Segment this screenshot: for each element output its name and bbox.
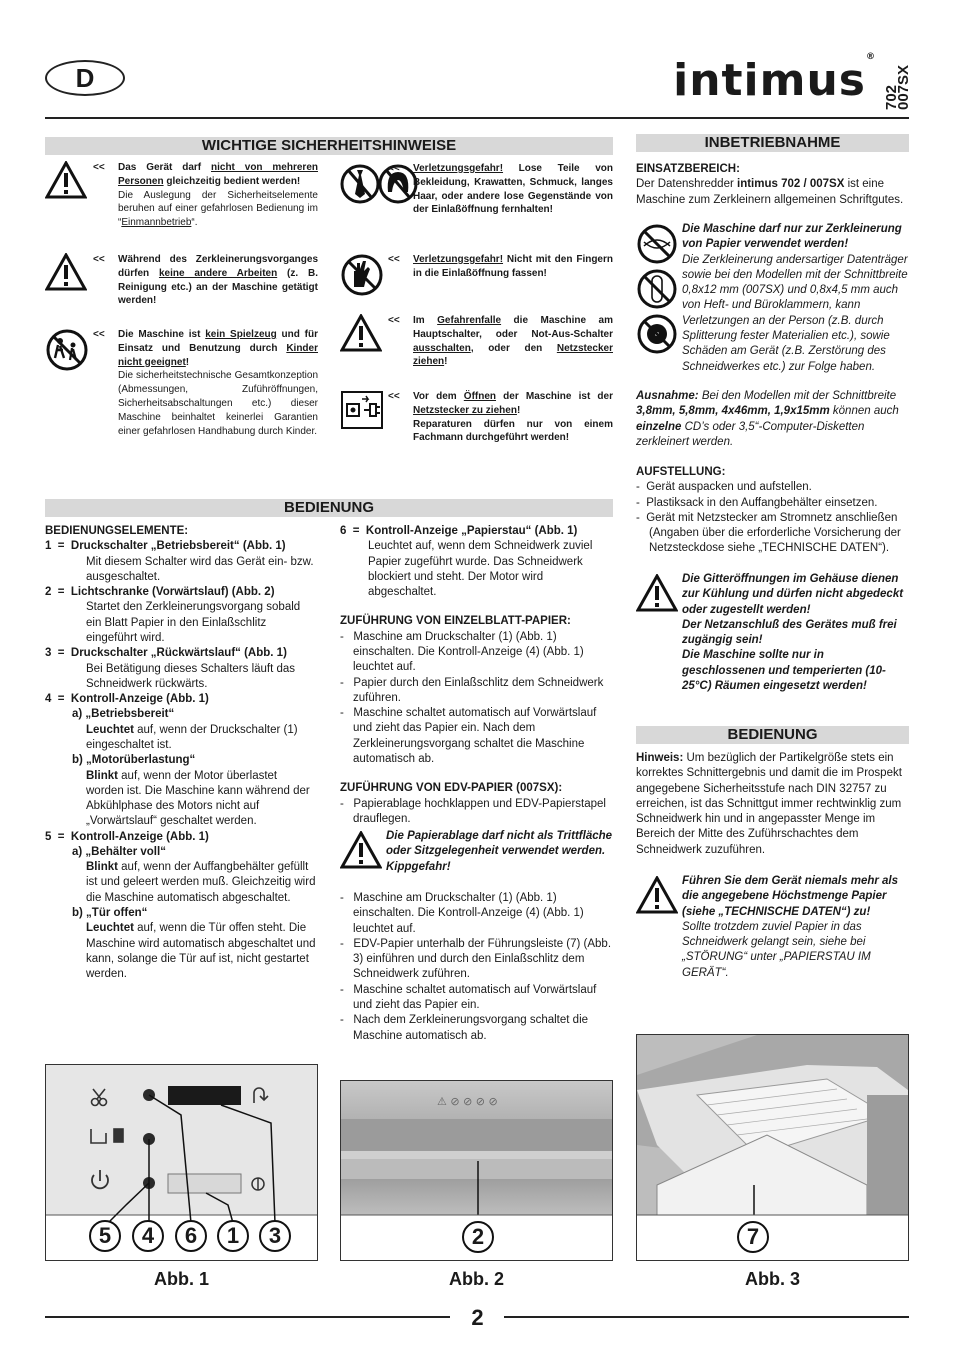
- footer-rule-left: [45, 1316, 450, 1318]
- reverse-button: [168, 1086, 241, 1105]
- warning-triangle-icon: [45, 253, 87, 296]
- inbetrieb-ausnahme: Ausnahme: Bei den Modellen mit der Schnittbreite 3,8mm, 5,8mm, 4x46mm, 1,9x15mm können auch einzelne CD’s oder 3,5“-Computer-Disketten zerkleinert werden.: [636, 390, 899, 448]
- bullet-arrow: <<: [93, 329, 105, 340]
- unplug-icon: [340, 390, 384, 435]
- bullet-arrow: <<: [388, 391, 400, 402]
- language-badge: D: [45, 60, 125, 96]
- bullet-arrow: <<: [388, 163, 400, 174]
- warning-triangle-icon: [636, 876, 678, 919]
- section-title-bedienung: BEDIENUNG: [45, 499, 613, 517]
- warning-triangle-icon: [340, 831, 382, 874]
- safety-item-text: Im Gefahrenfalle die Maschine am Hauptschalter, oder Not-Aus-Schalter ausschalten, oder den Netzstecker ziehen!: [413, 315, 613, 368]
- safety-item-text: Während des Zerkleinerungsvorganges dürfen keine andere Arbeiten (z. B. Reinigung etc.) an der Maschine getätigt werden!: [118, 254, 318, 307]
- aufstellung-warning: Die Gitteröffnungen im Gehäuse dienen zur Kühlung und dürfen nicht abgedeckt oder zugestellt werden! Der Netzanschluß des Gerätes muß frei zugängig sein! Die Maschine sollte nur in geschlossenen und temperierten (10-25°C) Räumen eingesetzt werden!: [682, 573, 904, 692]
- callout-4: 4: [132, 1220, 164, 1252]
- no-children-icon: [45, 328, 89, 377]
- no-paper-icon: [639, 226, 675, 262]
- callout-5: 5: [89, 1220, 121, 1252]
- callout-1: 1: [217, 1220, 249, 1252]
- bullet-arrow: <<: [93, 162, 105, 173]
- warning-triangle-icon: [45, 161, 87, 204]
- footer-rule-right: [504, 1316, 909, 1318]
- page-number: 2: [471, 1305, 484, 1330]
- bullet-arrow: <<: [388, 315, 400, 326]
- inbetrieb-intro: EINSATZBEREICH: Der Datenshredder intimus 702 / 007SX ist eine Maschine zum Zerkleinern allgemeinen Schriftgutes.: [636, 163, 904, 206]
- model-label: 702 007SX: [883, 64, 912, 110]
- svg-text:⚠ ⊘ ⊘ ⊘ ⊘: ⚠ ⊘ ⊘ ⊘ ⊘: [437, 1095, 498, 1108]
- power-button: [168, 1174, 241, 1193]
- bullet-arrow: <<: [93, 254, 105, 265]
- warning-triangle-icon: [340, 314, 382, 357]
- aufstellung: AUFSTELLUNG: - Gerät auspacken und aufstellen. - Plastiksack in den Auffangbehälter einsetzen. - Gerät mit Netzstecker am Stromnetz anschließen (Angaben über die erforderliche Vorsicherung der Netzsteckdose siehe „TECHNISCHE DATEN“).: [636, 466, 901, 555]
- figure-abb2: [340, 1080, 613, 1261]
- zufuehrung-col: 6 = Kontroll-Anzeige „Papierstau“ (Abb. 1) Leuchtet auf, wenn dem Schneidwerk zuviel Papier zugeführt wurde. Das Schneidwerk blockiert und steht. Der Motor wird abgeschaltet. ZUFÜHRUNG VON EINZELBLATT-PAPIER: - Maschine am Druckschalter (1) (Abb. 1) einschalten. Die Kontroll-Anzeige (4) (Abb. 1) leuchtet auf. - Papier durch den Einlaßschlitz dem Schneidwerk zuführen. - Maschine schaltet automatisch auf Vorwärtslauf und zieht das Papier ein. Nach dem Zerkleinerungsvorgang schaltet die Maschine automatisch ab. ZUFÜHRUNG VON EDV-PAPIER (007SX): - Papierablage hochklappen und EDV-Papierstapel drauflegen.: [340, 525, 606, 825]
- zufuehrung-edv-steps: - Maschine am Druckschalter (1) (Abb. 1) einschalten. Die Kontroll-Anzeige (4) (Abb. 1) leuchtet auf. - EDV-Papier unterhalb der Führungsleiste (7) (Abb. 3) einführen und durch den Einlaßschlitz dem Schneidwerk zuführen. - Maschine schaltet automatisch auf Vorwärtslauf und zieht das Papier ein. - Nach dem Zerkleinerungsvorgang schaltet die Maschine automatisch ab.: [340, 892, 612, 1042]
- caption-abb1: Abb. 1: [153, 1269, 209, 1289]
- bedienung-hinweis: Hinweis: Um bezüglich der Partikelgröße stets ein korrektes Schnittergebnis und damit die im Prospekt angegebene Sicherheitsstufe nach DIN 32757 zu erreichen, ist das Schnittgut immer rechtwinklig zum Schneidwerk hin und in angepasster Menge im Bereich der Mitte des Zuführschachtes dem Schneidwerk zuzuführen.: [636, 752, 902, 856]
- callout-6: 6: [175, 1220, 207, 1252]
- figure-abb3: [636, 1034, 909, 1261]
- safety-item-text: Die Maschine ist kein Spielzeug und für Einsatz und Benutzung durch Kinder nicht geeignet! Die sicherheitstechnische Gesamtkonzeption (Abmessungen, Zuführöffnungen, Sicherheitsabschaltungen etc.) dieser Maschine beinhaltet keinerlei Garantien einer gefahrlosen Handhabung durch Kinder.: [118, 329, 319, 437]
- brand-logo: intimus®: [673, 52, 876, 106]
- no-paperclip-icon: [639, 271, 675, 307]
- safety-item-text: Verletzungsgefahr! Lose Teile von Bekleidung, Krawatten, Schmuck, langes Haar, oder andere lose Gegenstände von der Einlaßöffnung fernhalten!: [413, 163, 613, 216]
- caption-abb2: Abb. 2: [448, 1269, 504, 1289]
- inbetrieb-warning-text: Die Maschine darf nur zur Zerkleinerung von Papier verwendet werden! Die Zerkleinerung andersartiger Datenträger sowie bei den Modellen mit der Schnittbreite 0,8x12 mm (007SX) und 0,8x4,5 mm auch von Heft- und Büroklammern, kann Verletzungen an der Person (z.B. durch Splitterung fester Materialien etc.), sowie Schäden am Gerät (z.B. Zerstörung des Schneidwerkes etc.) zur Folge haben.: [682, 223, 908, 373]
- edv-warning: Die Papierablage darf nicht als Trittfläche oder Sitzgelegenheit verwendet werden. Kippgefahr!: [386, 830, 613, 873]
- section-title-inbetriebnahme: INBETRIEBNAHME: [636, 134, 909, 152]
- section-title-bedienung-right: BEDIENUNG: [636, 726, 909, 744]
- no-cd-icon: [639, 316, 675, 352]
- bedienungselemente: BEDIENUNGSELEMENTE: 1 = Druckschalter „Betriebsbereit“ (Abb. 1) Mit diesem Schalter wird das Gerät ein- bzw. ausgeschaltet. 2 = Lichtschranke (Vorwärtslauf) (Abb. 2) Startet den Zerkleinerungsvorgang sobald ein Blatt Papier in den Einlaßschlitz eingeführt wird. 3 = Druckschalter „Rückwärtslauf“ (Abb. 1) Bei Betätigung dieses Schalters läuft das Schneidwerk rückwärts. 4 = Kontroll-Anzeige (Abb. 1) a) „Betriebsbereit“ Leuchtet auf, wenn der Druckschalter (1) eingeschaltet ist. b) „Motorüberlastung“ Blinkt auf, wenn der Motor überlastet worden ist. Die Maschine kann während der Abkühlphase des Motors nicht auf „Vorwärtslauf“ geschaltet werden. 5 = Kontroll-Anzeige (Abb. 1) a) „Behälter voll“ Blinkt auf, wenn der Auffangbehälter gefüllt ist und geleert werden muß. Gleichzeitig wird die Maschine automatisch abgeschaltet. b) „Tür offen“ Leuchtet auf, wenn die Tür offen steht. Die Maschine wird automatisch abgeschaltet und kann, solange die Tür auf ist, nicht gestartet werden.: [45, 525, 316, 981]
- safety-item-text: Das Gerät darf nicht von mehreren Personen gleichzeitig bedient werden! Die Auslegung der Sicherheitselemente beruhen auf einer gefahrlosen Bedienung im “Einmannbetrieb“.: [118, 162, 318, 229]
- callout-2: 2: [462, 1221, 494, 1253]
- section-title-safety: WICHTIGE SICHERHEITSHINWEISE: [45, 137, 613, 155]
- figure-abb1: [45, 1064, 318, 1261]
- callout-3: 3: [259, 1220, 291, 1252]
- header-rule: [45, 117, 909, 119]
- callout-7: 7: [737, 1221, 769, 1253]
- bullet-arrow: <<: [388, 254, 400, 265]
- no-fingers-icon: [340, 253, 384, 302]
- warning-triangle-icon: [636, 574, 678, 617]
- caption-abb3: Abb. 3: [744, 1269, 800, 1289]
- bedienung-warning: Führen Sie dem Gerät niemals mehr als die angegebene Höchstmenge Papier (siehe „TECHNISCHE DATEN“) zu! Sollte trotzdem zuviel Papier in das Schneidwerk gelangt sein, siehe bei „STÖRUNG“ unter „PAPIERSTAU IM GERÄT“.: [682, 875, 899, 979]
- material-icons: [636, 224, 678, 354]
- no-tie-hair-icon: [340, 162, 418, 211]
- safety-item-text: Vor dem Öffnen der Maschine ist der Netzstecker zu ziehen! Reparaturen dürfen nur von einem Fachmann durchgeführt werden!: [413, 391, 613, 444]
- safety-item-text: Verletzungsgefahr! Nicht mit den Fingern in die Einlaßöffnung fassen!: [413, 254, 613, 279]
